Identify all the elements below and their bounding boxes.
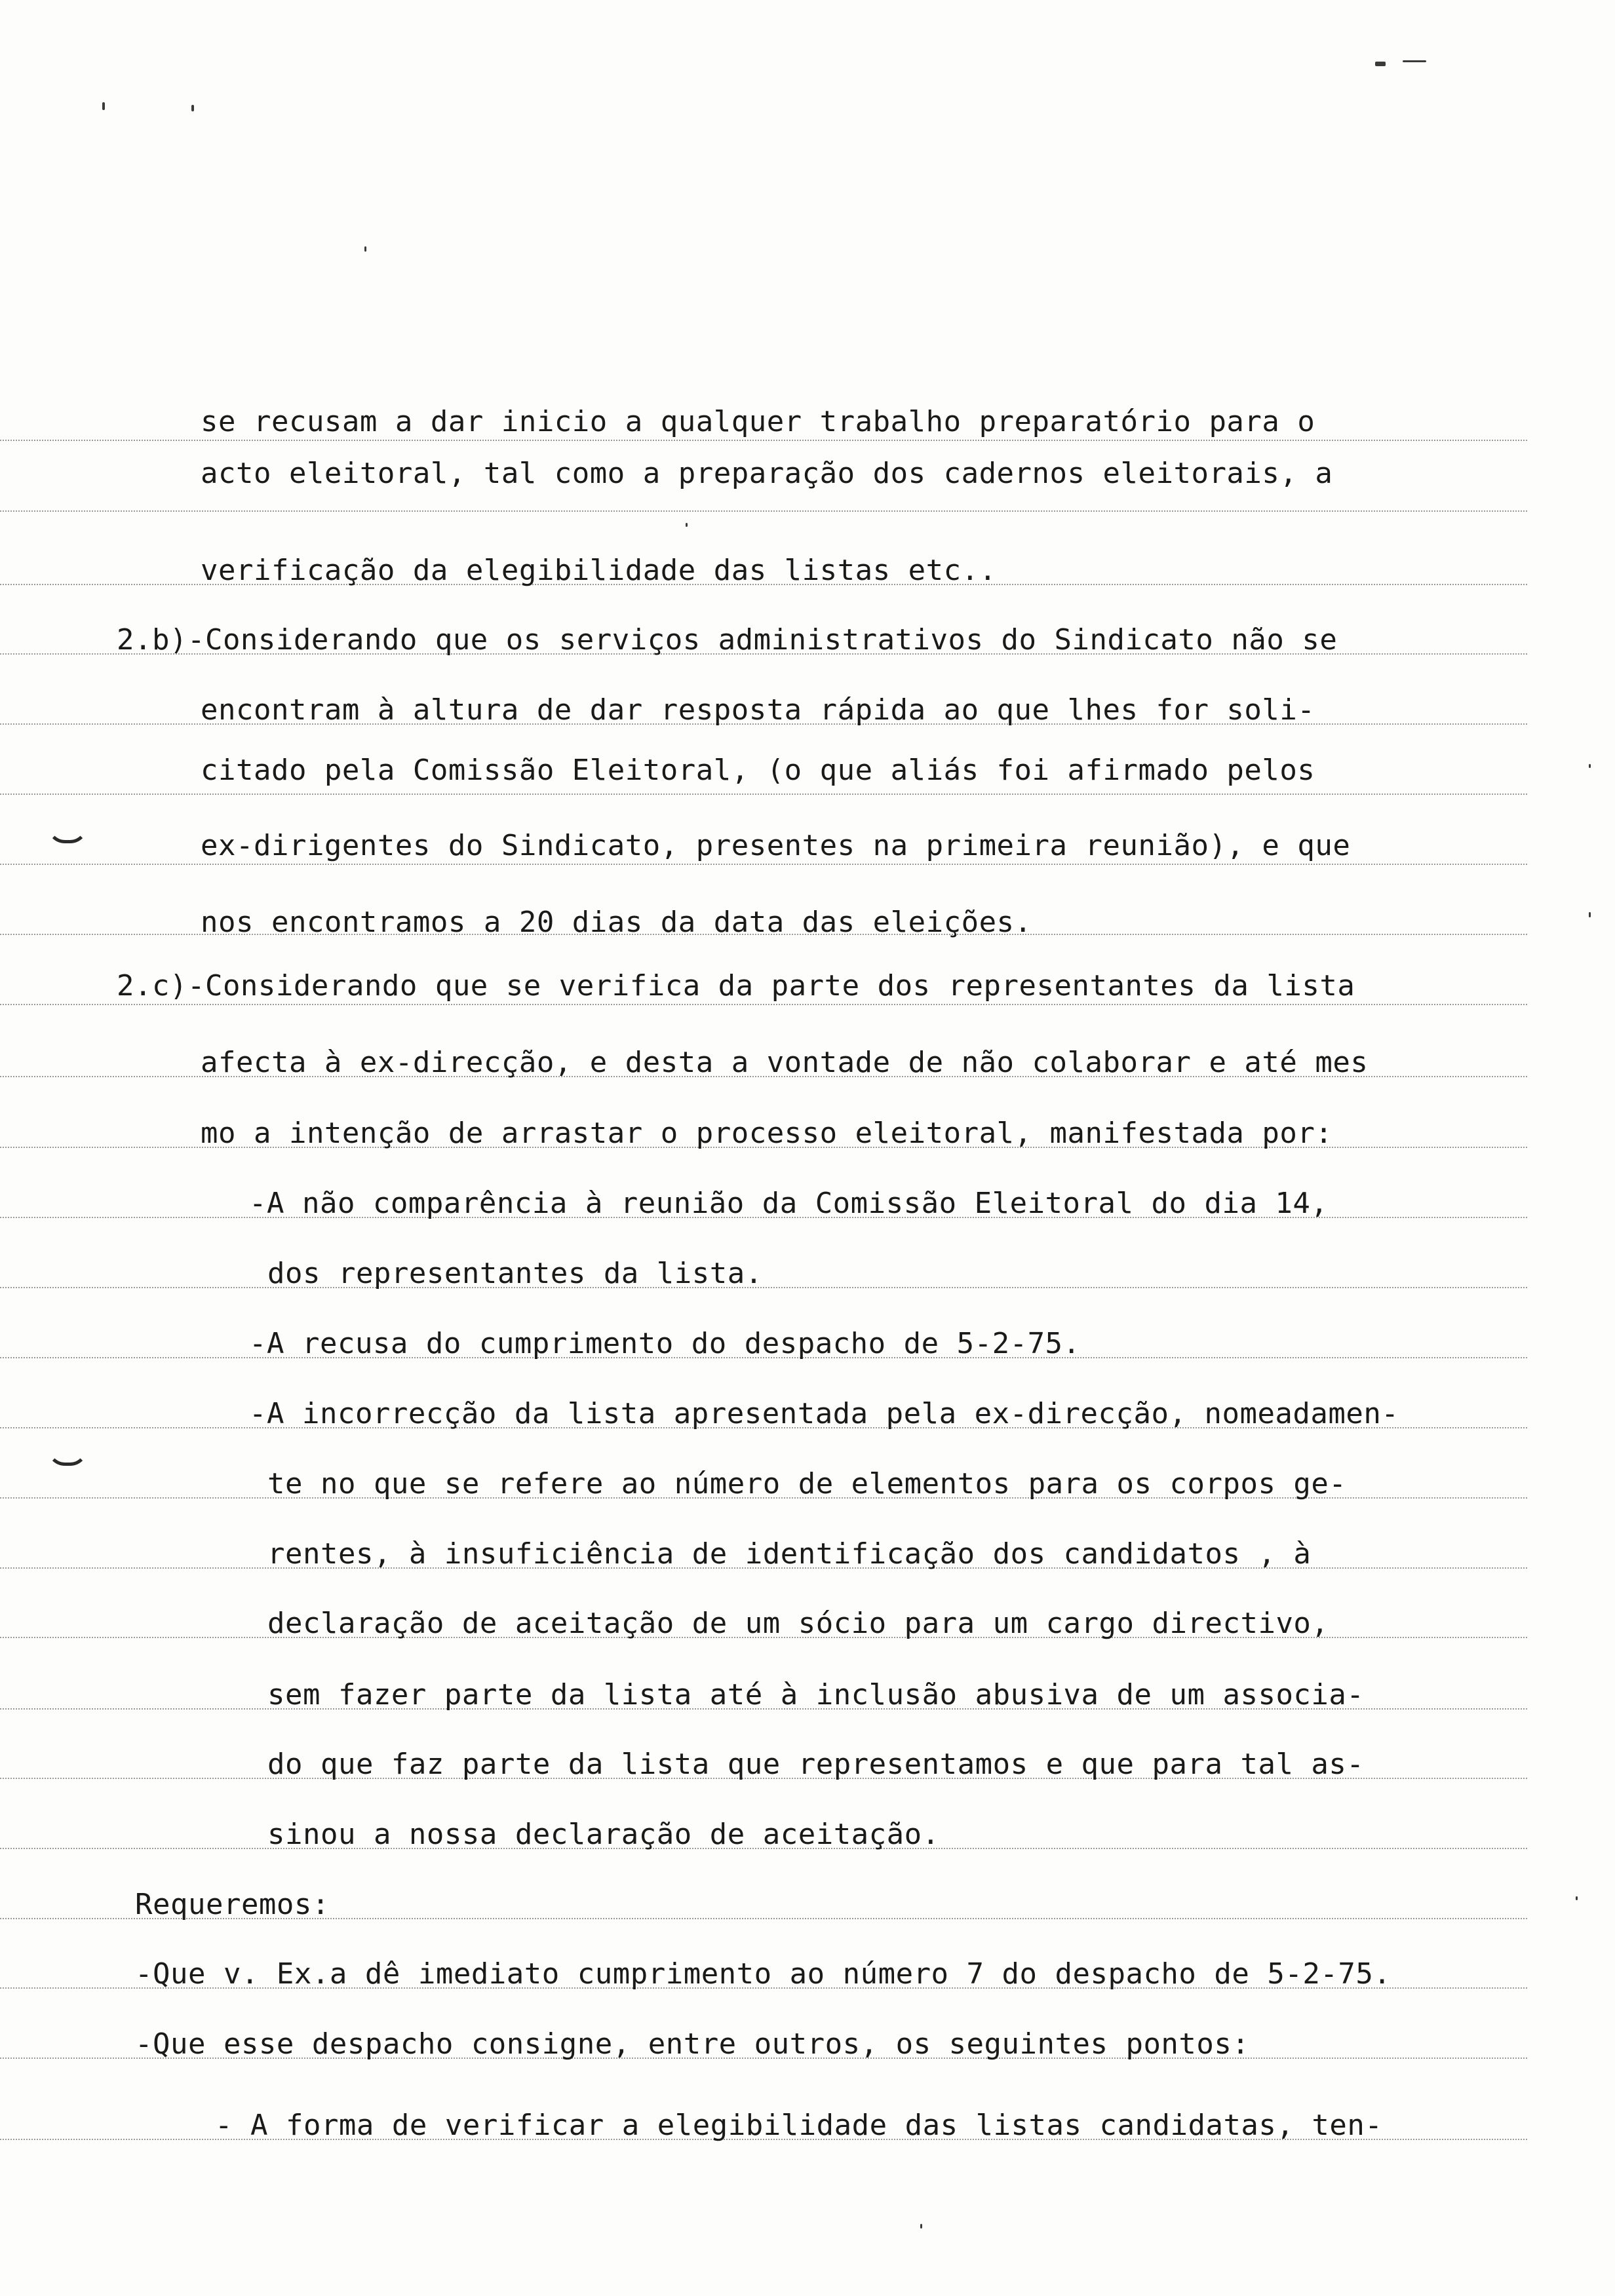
- ruled-line: [0, 864, 1527, 865]
- ruled-line: [0, 440, 1527, 441]
- text-line: verificação da elegibilidade das listas etc..: [201, 554, 997, 587]
- text-line: encontram à altura de dar resposta rápida ao que lhes for soli-: [201, 693, 1315, 727]
- text-line: acto eleitoral, tal como a preparação dos cadernos eleitorais, a: [201, 457, 1333, 490]
- ruled-line: [0, 1004, 1527, 1005]
- text-line: mo a intenção de arrastar o processo eleitoral, manifestada por:: [201, 1117, 1333, 1150]
- text-line: citado pela Comissão Eleitoral, (o que aliás foi afirmado pelos: [201, 754, 1315, 787]
- text-line: -Que esse despacho consigne, entre outros, os seguintes pontos:: [135, 2027, 1250, 2061]
- text-line: - A forma de verificar a elegibilidade das listas candidatas, ten-: [215, 2109, 1383, 2142]
- text-line: 2.c)-Considerando que se verifica da parte dos representantes da lista: [117, 969, 1355, 1003]
- text-line: do que faz parte da lista que representamos e que para tal as-: [267, 1748, 1365, 1781]
- text-line: nos encontramos a 20 dias da data das eleições.: [201, 906, 1032, 939]
- scan-speck: [1576, 1896, 1578, 1900]
- text-line: 2.b)-Considerando que os serviços administrativos do Sindicato não se: [117, 623, 1338, 657]
- scan-speck: [1403, 60, 1426, 62]
- text-line: te no que se refere ao número de elementos para os corpos ge-: [267, 1467, 1347, 1501]
- text-line: -Que v. Ex.a dê imediato cumprimento ao número 7 do despacho de 5-2-75.: [135, 1957, 1391, 1991]
- margin-tick-mark: [47, 1448, 88, 1466]
- scan-speck: [364, 246, 366, 252]
- scan-speck: [920, 2224, 922, 2229]
- margin-tick-mark: [47, 826, 88, 843]
- scan-speck: [1589, 764, 1591, 768]
- text-line: afecta à ex-direcção, e desta a vontade de não colaborar e até mes: [201, 1046, 1369, 1079]
- text-line: Requeremos:: [135, 1888, 330, 1921]
- text-line: -A não comparência à reunião da Comissão Eleitoral do dia 14,: [249, 1187, 1329, 1220]
- scan-speck: [102, 102, 105, 110]
- text-line: sem fazer parte da lista até à inclusão abusiva de um associa-: [267, 1678, 1365, 1712]
- text-line: sinou a nossa declaração de aceitação.: [267, 1818, 940, 1851]
- ruled-line: [0, 794, 1527, 795]
- text-line: se recusam a dar inicio a qualquer trabalho preparatório para o: [201, 405, 1315, 438]
- scan-speck: [191, 105, 194, 111]
- scan-speck: [1589, 912, 1591, 917]
- text-line: dos representantes da lista.: [267, 1257, 763, 1290]
- ruled-line: [0, 1287, 1527, 1288]
- text-line: declaração de aceitação de um sócio para um cargo directivo,: [267, 1607, 1329, 1640]
- text-line: -A incorrecção da lista apresentada pela ex-direcção, nomeadamen-: [249, 1397, 1399, 1430]
- ruled-line: [0, 510, 1527, 512]
- text-line: ex-dirigentes do Sindicato, presentes na primeira reunião), e que: [201, 829, 1351, 862]
- text-line: -A recusa do cumprimento do despacho de 5-2-75.: [249, 1327, 1081, 1360]
- text-line: rentes, à insuficiência de identificação dos candidatos , à: [267, 1537, 1312, 1571]
- scan-speck: [686, 523, 688, 527]
- scan-speck: [1375, 62, 1386, 66]
